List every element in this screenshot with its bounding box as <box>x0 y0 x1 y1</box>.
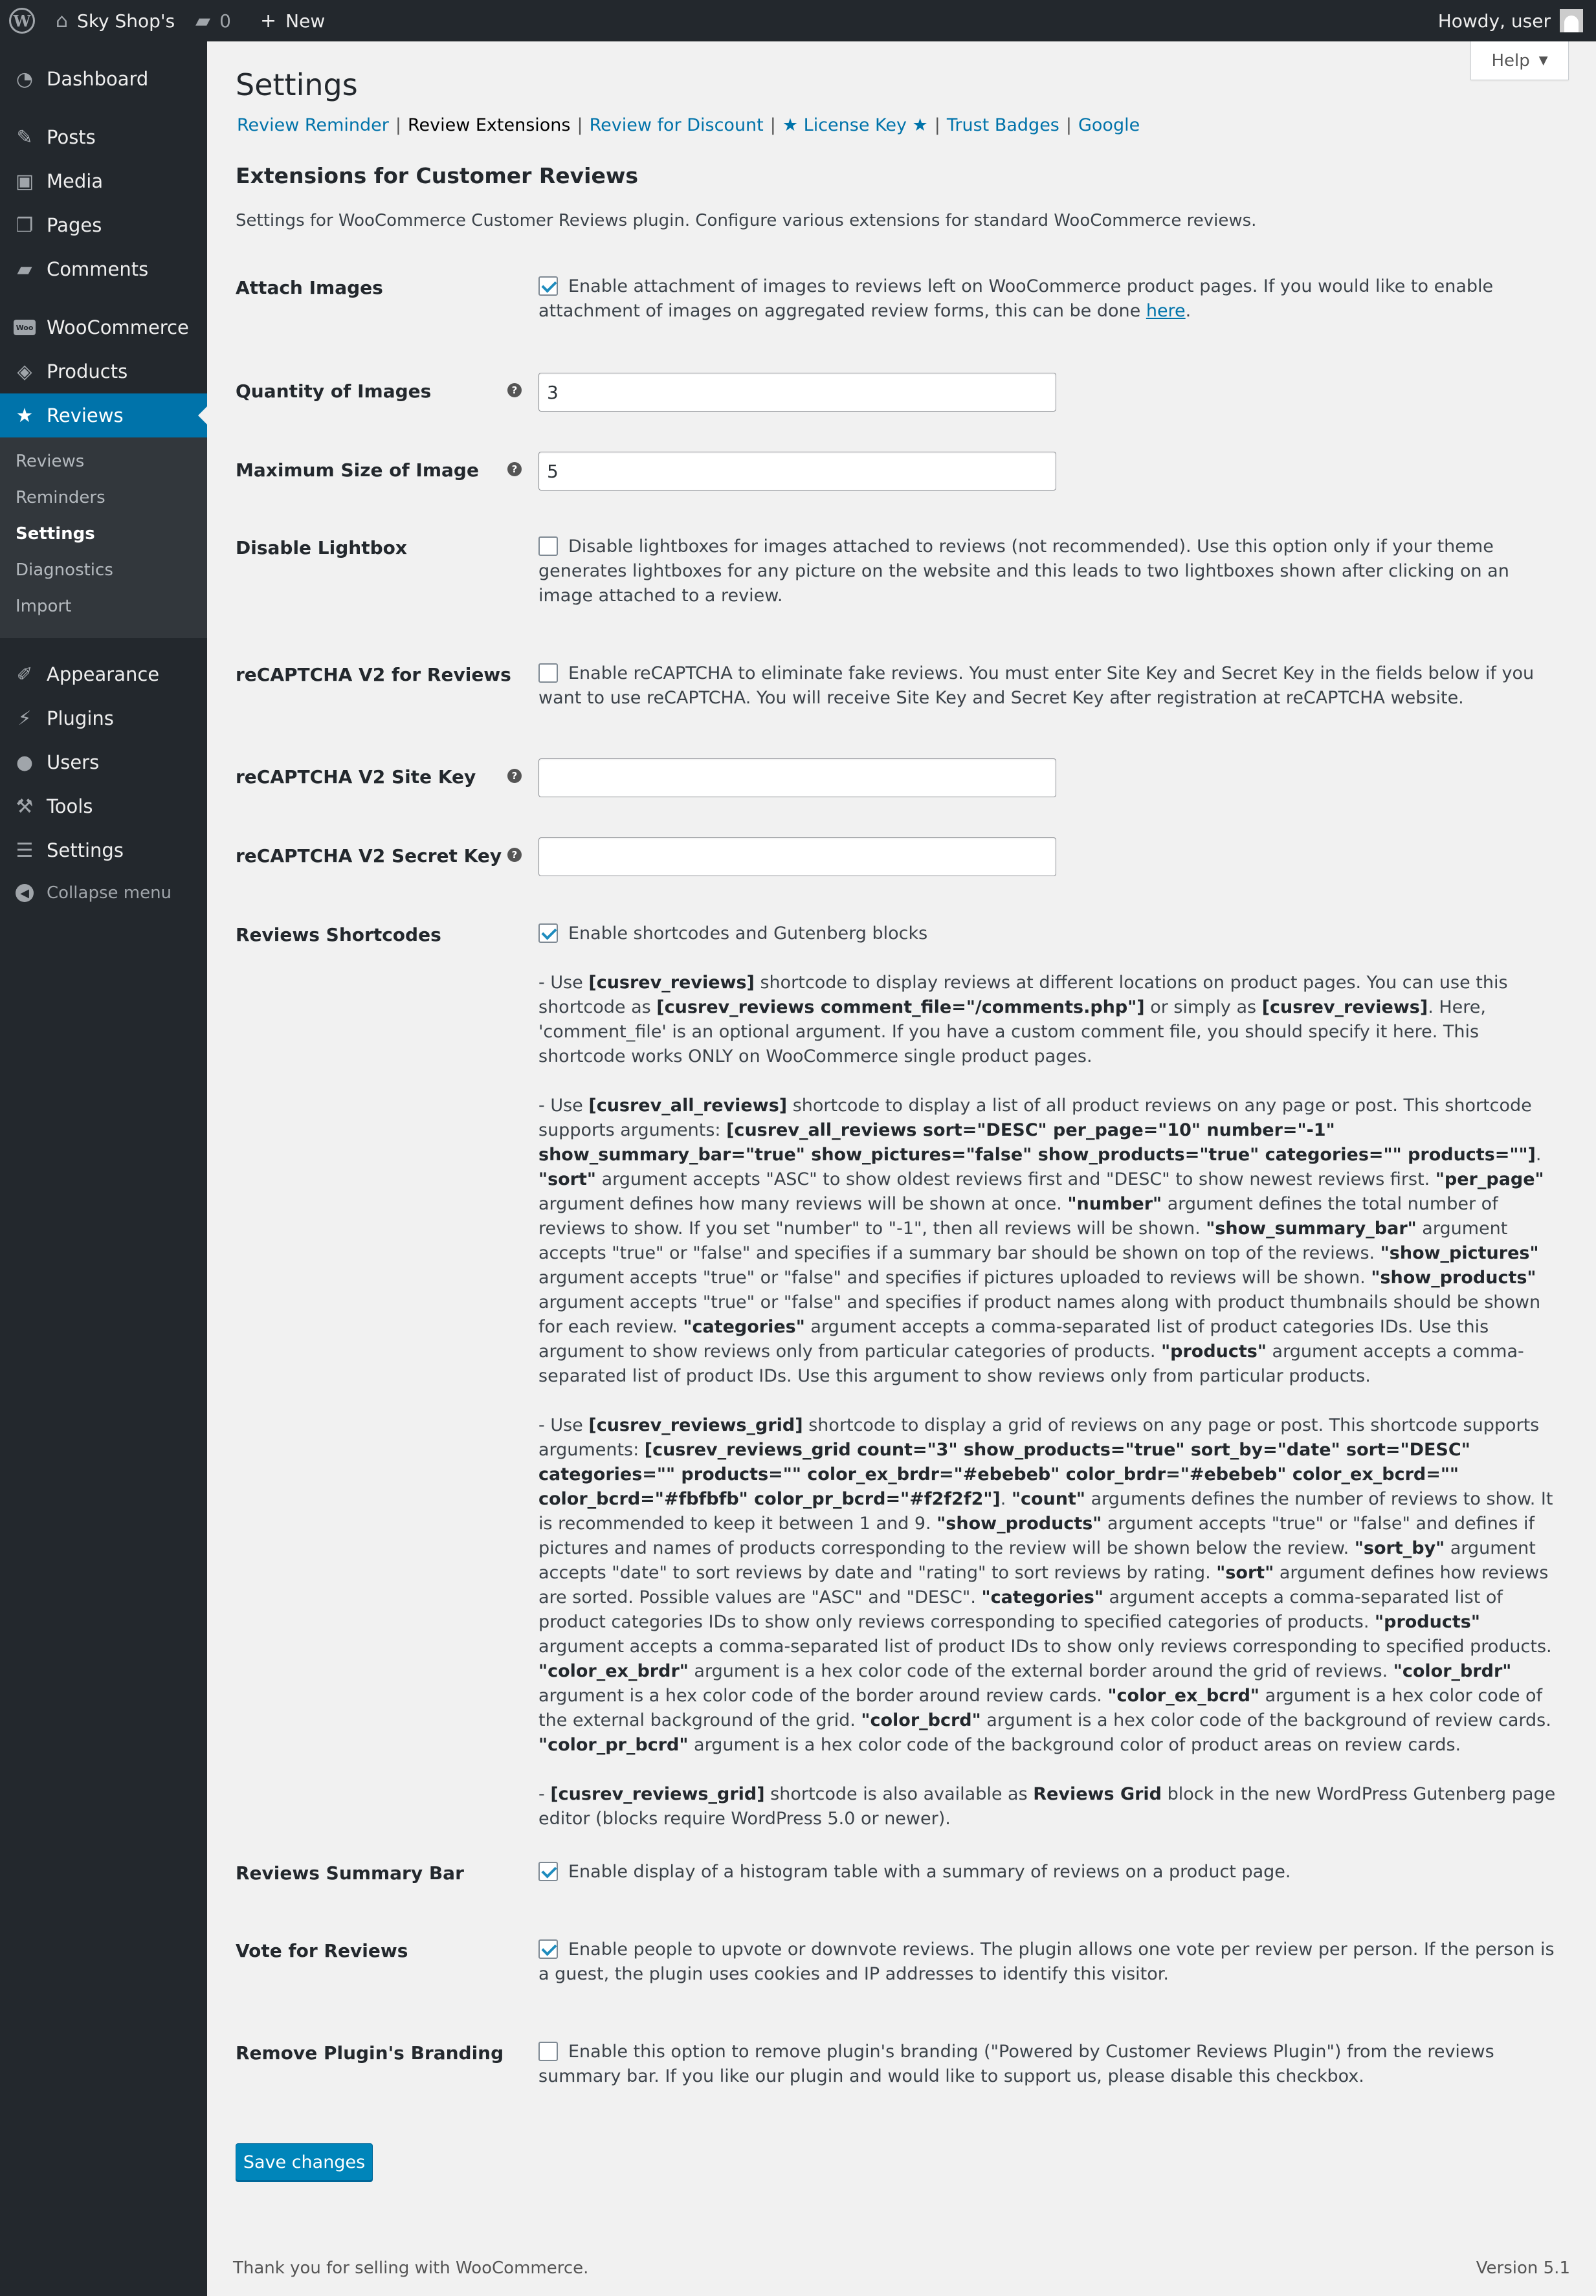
shortcode-code-text: "color_pr_bcrd" <box>538 1735 689 1755</box>
sidebar-item-reviews[interactable]: ★ Reviews <box>0 393 207 437</box>
vote-checkbox[interactable] <box>538 1939 558 1959</box>
shortcode-help-text: argument accepts "ASC" to show oldest reviews first and "DESC" to show newest reviews first. <box>595 1169 1435 1189</box>
home-icon: ⌂ <box>56 9 69 32</box>
shortcode-help-text: argument accepts "date" to sort reviews by date and "rating" to sort reviews by rating. <box>538 1538 1536 1583</box>
shortcode-help-text: argument is a hex color code of the background of review cards. <box>981 1710 1551 1730</box>
disable-lightbox-field: Disable lightboxes for images attached to reviews (not recommended). Use this option only if your theme generates lightboxes for any picture on the website and this leads to two lightboxes shown after clicking on an image attached to a review. <box>538 536 1509 606</box>
submenu-item-diagnostics[interactable]: Diagnostics <box>16 560 113 580</box>
sidebar-item-plugins[interactable]: ⚡ Plugins <box>0 696 207 740</box>
submenu-item-import[interactable]: Import <box>16 597 72 616</box>
sidebar-item-comments[interactable]: ▰ Comments <box>0 247 207 291</box>
shortcode-help-text: argument accepts a comma-separated list of product categories IDs. Use this argument to show reviews only from particular categories of products. <box>538 1317 1489 1362</box>
tab-review-reminder[interactable]: Review Reminder <box>237 115 389 135</box>
sliders-icon: ☰ <box>16 839 34 862</box>
user-icon: ● <box>16 751 34 774</box>
shortcode-help-text: argument accepts a comma-separated list of product categories IDs to show only reviews corresponding to specified categories of products. <box>538 1587 1503 1632</box>
vote-label: Vote for Reviews <box>236 1940 408 1961</box>
shortcode-code-text: [cusrev_reviews_grid] <box>550 1784 765 1804</box>
shortcode-help-text: argument accepts "true" or "false" and specifies if product names along with product thumbnails should be shown for each review. <box>538 1292 1541 1337</box>
shortcode-help-gutenberg <box>538 1782 1561 1831</box>
branding-label: Remove Plugin's Branding <box>236 2042 504 2064</box>
recaptcha-field: Enable reCAPTCHA to eliminate fake reviews. You must enter Site Key and Secret Key in the fields below if you want to use reCAPTCHA. You will receive Site Key and Secret Key after registration at reCAPTCHA website. <box>538 663 1535 708</box>
star-icon: ★ <box>16 404 34 427</box>
shortcode-help-reviews-grid <box>538 1413 1561 1758</box>
media-icon: ▣ <box>15 170 34 193</box>
help-question-icon[interactable]: ? <box>507 769 522 783</box>
shortcode-help-all-reviews <box>538 1094 1561 1389</box>
sidebar-item-posts[interactable]: ✎ Posts <box>0 115 207 159</box>
shortcode-code-text: "color_brdr" <box>1393 1661 1512 1681</box>
site-key-input[interactable] <box>538 758 1056 797</box>
settings-subtabs: Review Reminder | Review Extensions | Review for Discount | ★ License Key ★ | Trust Badges | Google <box>237 115 1140 135</box>
shortcode-code-text: [cusrev_reviews comment_file="/comments.php"] <box>656 997 1145 1017</box>
shortcode-code-text: "show_products" <box>937 1514 1102 1534</box>
sidebar-item-tools[interactable]: ⚒ Tools <box>0 784 207 828</box>
summary-bar-label: Reviews Summary Bar <box>236 1862 464 1884</box>
shortcode-help-text: . <box>1000 1489 1012 1509</box>
aggregated-forms-link[interactable]: here <box>1146 301 1186 321</box>
shortcode-help-text: argument accepts "true" or "false" and specifies if a summary bar should be shown on top of the reviews. <box>538 1219 1508 1263</box>
attach-images-checkbox[interactable] <box>538 276 558 296</box>
quantity-images-label: Quantity of Images <box>236 381 432 402</box>
account-menu[interactable]: Howdy, user <box>1438 0 1583 41</box>
pin-icon: ✎ <box>16 126 33 149</box>
shortcode-help-text: argument is a hex color code of the border around review cards. <box>538 1686 1108 1706</box>
wordpress-logo-icon[interactable]: W <box>8 0 36 41</box>
tab-trust-badges[interactable]: Trust Badges <box>946 115 1059 135</box>
recaptcha-label: reCAPTCHA V2 for Reviews <box>236 664 511 685</box>
submenu-item-settings[interactable]: Settings <box>16 524 95 544</box>
vote-field: Enable people to upvote or downvote reviews. The plugin allows one vote per review per person. If the person is a guest, the plugin uses cookies and IP addresses to identify this visitor. <box>538 1939 1555 1984</box>
shortcode-code-text: [cusrev_all_reviews] <box>588 1096 788 1116</box>
tab-license-key[interactable]: ★ License Key ★ <box>782 115 928 135</box>
shortcode-help-text: argument accepts "true" or "false" and specifies if pictures uploaded to reviews will be shown. <box>538 1268 1371 1288</box>
shortcode-help-text: argument accepts a comma-separated list of product IDs. Use this argument to show reviews only from particular products. <box>538 1341 1524 1386</box>
shortcode-code-text: [cusrev_reviews] <box>1261 997 1428 1017</box>
tab-review-for-discount[interactable]: Review for Discount <box>589 115 764 135</box>
dashboard-icon: ◔ <box>16 67 34 91</box>
submenu-item-reviews[interactable]: Reviews <box>16 452 85 471</box>
secret-key-input[interactable] <box>538 837 1056 876</box>
shortcode-code-text: "count" <box>1011 1489 1085 1509</box>
shortcodes-checkbox[interactable] <box>538 923 558 943</box>
shortcode-code-text: "show_summary_bar" <box>1206 1219 1417 1239</box>
sidebar-item-products[interactable]: ◈ Products <box>0 349 207 393</box>
branding-checkbox[interactable] <box>538 2042 558 2061</box>
summary-bar-field: Enable display of a histogram table with a summary of reviews on a product page. <box>538 1860 1561 1884</box>
shortcode-help-text: block in the new WordPress Gutenberg page editor (blocks require WordPress 5.0 or newer). <box>538 1784 1556 1829</box>
shortcode-code-text: [cusrev_reviews_grid count="3" show_products="true" sort_by="date" sort="DESC" categories="" products="" color_ex_brdr="#ebebeb" color_brdr="#ebebeb" color_ex_bcrd="" color_bcrd="#fbfbfb" color_pr_bcrd="#f2f2f2"] <box>538 1440 1470 1509</box>
shortcode-help-text: or simply as <box>1144 997 1262 1017</box>
sidebar-item-media[interactable]: ▣ Media <box>0 159 207 203</box>
secret-key-label: reCAPTCHA V2 Secret Key <box>236 845 502 867</box>
quantity-images-input[interactable]: 3 <box>538 373 1056 412</box>
shortcode-code-text: "sort_by" <box>1354 1538 1445 1558</box>
site-key-label: reCAPTCHA V2 Site Key <box>236 766 476 788</box>
shortcode-code-text: "show_products" <box>1371 1268 1536 1288</box>
attach-images-field: Enable attachment of images to reviews left on WooCommerce product pages. If you would like to enable attachment of images on aggregated review forms, this can be done here. <box>538 276 1494 321</box>
shortcode-help-text: - Use <box>538 1096 589 1116</box>
shortcode-help-text: shortcode is also available as <box>764 1784 1034 1804</box>
shortcode-help-text: argument is a hex color code of the background color of product areas on review cards. <box>688 1735 1461 1755</box>
pages-icon: ❐ <box>16 214 34 237</box>
attach-images-label: Attach Images <box>236 277 383 298</box>
sidebar-item-woocommerce[interactable]: Woo WooCommerce <box>0 305 207 349</box>
help-tab-button[interactable]: Help ▼ <box>1470 41 1569 80</box>
shortcode-code-text: "color_bcrd" <box>861 1710 981 1730</box>
shortcode-code-text: "per_page" <box>1435 1169 1544 1189</box>
shortcode-code-text: "color_ex_bcrd" <box>1107 1686 1259 1706</box>
help-question-icon[interactable]: ? <box>507 462 522 476</box>
shortcodes-field: Enable shortcodes and Gutenberg blocks - Use [cusrev_reviews] shortcode to display reviews at different locations on product pages. You can use this shortcode as [cusrev_reviews comment_file="/comments.php"] or simply as [cusrev_reviews]. Here, 'comment_file' is an optional argument. If you have a custom comment file, you should specify it here. This shortcode works ONLY on WooCommerce single product pages. - Use [cusrev_all_reviews] shortcode to display a list of all product reviews on any page or post. This shortcode supports arguments: [cusrev_all_reviews sort="DESC" per_page="10" number="-1" show_summary_bar="true" show_pictures="false" show_products="true" categories="" products=""]. "sort" argument accepts "ASC" to show oldest reviews first and "DESC" to show newest reviews first. "per_page" argument defines how many reviews will be shown at once. "number" argument defines the total number of reviews to show. If you set "number" to "-1", then all reviews will be shown. "show_summary_bar" argument accepts "true" or "false" and specifies if a summary bar should be shown on top of the reviews. "show_pictures" argument accepts "true" or "false" and specifies if pictures uploaded to reviews will be shown. "show_products" argument accepts "true" or "false" and specifies if product names along with product thumbnails should be shown for each review. "categories" argument accepts a comma-separated list of product categories IDs. Use this argument to show reviews only from particular categories of products. "products" argument accepts a comma-separated list of product IDs. Use this argument to show reviews only from particular products. - Use [cusrev_reviews_grid] shortcode to display a grid of reviews on any page or post. This shortcode supports arguments: [cusrev_reviews_grid count="3" show_products="true" sort_by="date" sort="DESC" categories="" products="" color_ex_brdr="#ebebeb" color_brdr="#ebebeb" color_ex_bcrd="" color_bcrd="#fbfbfb" color_pr_bcrd="#f2f2f2"]. "count" arguments defines the number of reviews to show. It is recommended to keep it between 1 and 9. "show_products" argument accepts "true" or "false" and defines if pictures and names of products corresponding to the review will be shown below the review. "sort_by" argument accepts "date" to sort reviews by date and "rating" to sort reviews by rating. "sort" argument defines how reviews are sorted. Possible values are "ASC" and "DESC". "categories" argument accepts a comma-separated list of product categories IDs to show only reviews corresponding to specified categories of products. "products" argument accepts a comma-separated list of product IDs to show only reviews corresponding to specified products. "color_ex_brdr" argument is a hex color code of the external border around the grid of reviews. "color_brdr" argument is a hex color code of the border around review cards. "color_ex_bcrd" argument is a hex color code of the external background of the grid. "color_bcrd" argument is a hex color code of the background of review cards. "color_pr_bcrd" argument is a hex color code of the background color of product areas on review cards. - [cusrev_reviews_grid] shortcode is also available as Reviews Grid block in the new WordPress Gutenberg page editor (blocks require WordPress 5.0 or newer). <box>538 922 1561 1856</box>
shortcode-help-text: argument is a hex color code of the external background of the grid. <box>538 1686 1543 1730</box>
shortcode-help-text: argument accepts "true" or "false" and defines if pictures and names of products corresponding to the review will be shown below the review. <box>538 1514 1535 1558</box>
max-image-size-label: Maximum Size of Image <box>236 459 479 481</box>
shortcode-code-text: "categories" <box>683 1317 805 1337</box>
brush-icon: ✐ <box>16 663 33 686</box>
woo-icon: Woo <box>12 320 38 335</box>
footer-version: Version 5.1 <box>1476 2258 1570 2278</box>
shortcode-code-text: "sort" <box>1216 1563 1274 1583</box>
admin-sidebar <box>0 41 207 2296</box>
shortcode-help-text: argument is a hex color code of the external border around the grid of reviews. <box>688 1661 1393 1681</box>
shortcode-help-text: argument defines how reviews are sorted. Possible values are "ASC" and "DESC". <box>538 1563 1549 1607</box>
shortcode-help-reviews <box>538 971 1561 1069</box>
comments-link[interactable]: ▰ 0 <box>195 9 231 32</box>
sidebar-item-appearance[interactable]: ✐ Appearance <box>0 652 207 696</box>
sidebar-item-pages[interactable]: ❐ Pages <box>0 203 207 247</box>
shortcode-help-text: argument defines how many reviews will be shown at once. <box>538 1194 1068 1214</box>
shortcode-code-text: "show_pictures" <box>1380 1243 1539 1263</box>
page-title: Settings <box>236 67 358 102</box>
plus-icon: + <box>260 9 277 32</box>
shortcode-code-text: [cusrev_reviews_grid] <box>588 1415 803 1435</box>
shortcode-help-text: - Use <box>538 1415 589 1435</box>
shortcode-code-text: "products" <box>1161 1341 1267 1362</box>
new-content-link[interactable]: + New <box>260 9 326 32</box>
shortcode-code-text: [cusrev_reviews] <box>588 973 755 993</box>
avatar <box>1560 9 1583 32</box>
summary-bar-checkbox[interactable] <box>538 1862 558 1881</box>
shortcode-help-text: shortcode to display a list of all product reviews on any page or post. This shortcode supports arguments: <box>538 1096 1532 1140</box>
collapse-icon: ◀ <box>12 884 38 902</box>
comment-icon: ▰ <box>195 9 211 32</box>
comment-icon: ▰ <box>17 258 32 281</box>
disable-lightbox-checkbox[interactable] <box>538 536 558 556</box>
collapse-menu-button[interactable]: ◀ Collapse menu <box>0 871 207 915</box>
branding-field: Enable this option to remove plugin's branding ("Powered by Customer Reviews Plugin") from the reviews summary bar. If you like our plugin and would like to support us, please disable this checkbox. <box>538 2042 1494 2086</box>
help-question-icon[interactable]: ? <box>507 383 522 397</box>
shortcode-help-text: - Use <box>538 973 589 993</box>
sidebar-item-settings[interactable]: ☰ Settings <box>0 828 207 872</box>
disable-lightbox-label: Disable Lightbox <box>236 537 407 558</box>
shortcode-code-text: "color_ex_brdr" <box>538 1661 689 1681</box>
box-icon: ◈ <box>17 360 32 383</box>
caret-down-icon: ▼ <box>1538 54 1548 67</box>
help-question-icon[interactable]: ? <box>507 848 522 862</box>
shortcode-code-text: "products" <box>1375 1612 1480 1632</box>
shortcodes-label: Reviews Shortcodes <box>236 924 441 945</box>
shortcode-code-text: "categories" <box>981 1587 1103 1607</box>
wrench-icon: ⚒ <box>16 795 34 818</box>
footer-thanks: Thank you for selling with WooCommerce. <box>233 2258 589 2278</box>
plug-icon: ⚡ <box>17 707 32 730</box>
section-description: Settings for WooCommerce Customer Reviews plugin. Configure various extensions for standard WooCommerce reviews. <box>236 211 1257 230</box>
shortcode-code-text: [cusrev_all_reviews sort="DESC" per_page="10" number="-1" show_summary_bar="true" show_pictures="false" show_products="true" categories="" products=""] <box>538 1120 1536 1165</box>
shortcode-help-text: shortcode to display a grid of reviews on any page or post. This shortcode supports arguments: <box>538 1415 1540 1460</box>
shortcode-help-text: . <box>1535 1145 1542 1165</box>
section-title: Extensions for Customer Reviews <box>236 163 638 188</box>
shortcode-help-text: arguments defines the number of reviews to show. It is recommended to keep it between 1 and 9. <box>538 1489 1553 1534</box>
shortcode-code-text: "number" <box>1067 1194 1162 1214</box>
reviews-submenu <box>0 437 207 638</box>
shortcode-code-text: Reviews Grid <box>1033 1784 1162 1804</box>
shortcode-help-text: argument defines the total number of reviews to show. If you set "number" to "-1", then all reviews will be shown. <box>538 1194 1498 1239</box>
save-changes-button[interactable]: Save changes <box>236 2143 373 2181</box>
sidebar-item-users[interactable]: ● Users <box>0 740 207 784</box>
admin-bar <box>0 0 1596 41</box>
shortcode-help-text: - <box>538 1784 551 1804</box>
max-image-size-input[interactable]: 5 <box>538 452 1056 491</box>
site-name-link[interactable]: ⌂ Sky Shop's <box>56 9 175 32</box>
submenu-item-reminders[interactable]: Reminders <box>16 488 105 507</box>
shortcode-help-text: . Here, 'comment_file' is an optional argument. If you have a custom comment file, you should specify it here. This shortcode works ONLY on WooCommerce single product pages. <box>538 997 1486 1066</box>
shortcode-help-text: shortcode to display reviews at different locations on product pages. You can use this shortcode as <box>538 973 1508 1017</box>
tab-review-extensions[interactable]: Review Extensions <box>407 115 571 135</box>
shortcode-code-text: "sort" <box>538 1169 596 1189</box>
sidebar-item-dashboard[interactable]: ◔ Dashboard <box>0 57 207 101</box>
shortcode-help-text: argument accepts a comma-separated list of product IDs to show only reviews corresponding to specified products. <box>538 1637 1552 1657</box>
recaptcha-checkbox[interactable] <box>538 663 558 683</box>
tab-google[interactable]: Google <box>1078 115 1140 135</box>
